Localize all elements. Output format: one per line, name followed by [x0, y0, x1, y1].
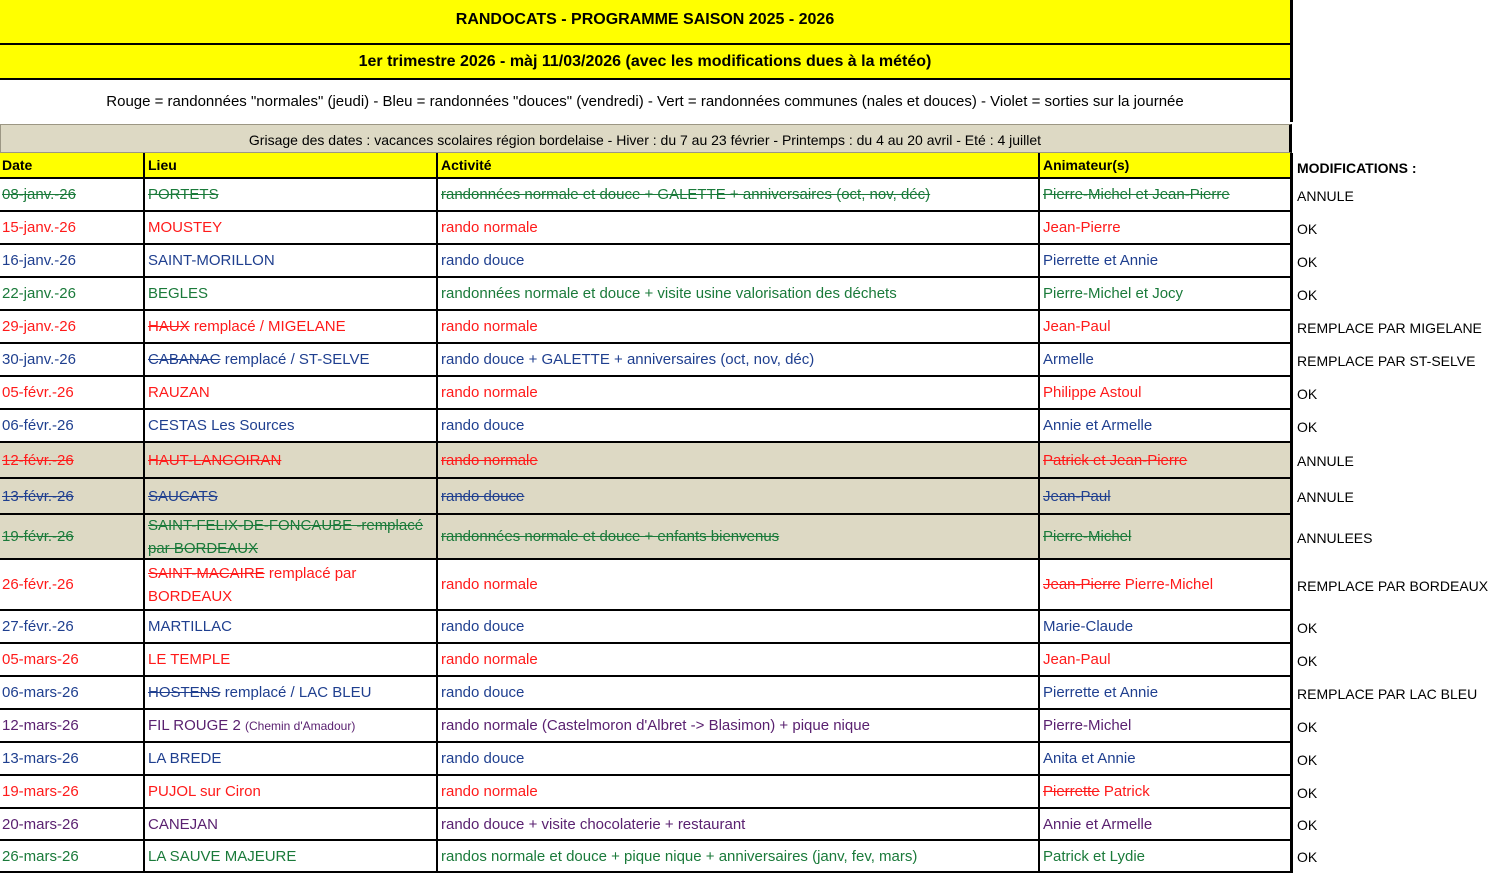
- anim-cancelled: Pierre-Michel: [1043, 528, 1132, 545]
- table-row: [0, 245, 1293, 278]
- row-modification: OK: [1297, 385, 1318, 402]
- row-animateurs: Pierrette et Annie: [1038, 245, 1290, 276]
- header-modifications: MODIFICATIONS :: [1297, 160, 1417, 176]
- row-date: 12-févr.-26: [2, 451, 74, 469]
- table-row: [0, 278, 1293, 311]
- row-date: 26-mars-26: [2, 847, 79, 865]
- row-activite: rando normale: [436, 377, 1038, 408]
- row-activite: rando normale: [436, 311, 1038, 342]
- row-modification: OK: [1297, 817, 1318, 833]
- row-modification: OK: [1297, 718, 1318, 735]
- row-animateurs: Jean-Pierre: [1038, 212, 1290, 243]
- row-activite: [436, 479, 1038, 513]
- row-lieu: PUJOL sur Ciron: [143, 776, 436, 807]
- row-date: 22-janv.-26: [2, 285, 76, 302]
- row-activite: rando douce: [436, 677, 1038, 708]
- row-lieu: BEGLES: [143, 278, 436, 309]
- row-modification: OK: [1297, 784, 1318, 801]
- row-date: 13-mars-26: [2, 750, 79, 767]
- row-lieu: LE TEMPLE: [143, 644, 436, 675]
- row-activite: rando douce + GALETTE + anniversaires (oct, nov, déc): [436, 344, 1038, 375]
- table-row: [0, 776, 1293, 809]
- row-animateurs: Philippe Astoul: [1038, 377, 1290, 408]
- row-animateurs: Pierrette et Annie: [1038, 677, 1290, 708]
- lieu-cancelled: HAUT-LANGOIRAN: [148, 451, 282, 469]
- table-row: [0, 311, 1293, 344]
- table-row: [0, 710, 1293, 743]
- row-date: 12-mars-26: [2, 717, 79, 734]
- lieu-replacement: remplacé / LAC BLEU: [224, 684, 372, 701]
- row-lieu: SAINT-MORILLON: [143, 245, 436, 276]
- row-date: 05-févr.-26: [2, 384, 74, 401]
- row-lieu: [143, 479, 436, 513]
- row-date: 27-févr.-26: [2, 618, 74, 635]
- row-activite: rando douce + visite chocolaterie + restaurant: [436, 809, 1038, 839]
- row-animateurs: [1038, 479, 1290, 513]
- table-row: [0, 644, 1293, 677]
- row-lieu: [143, 179, 436, 210]
- table-row: [0, 479, 1293, 515]
- row-animateurs: Armelle: [1038, 344, 1290, 375]
- table-row: [0, 611, 1293, 644]
- table-row: [0, 841, 1293, 873]
- lieu-detail: (Chemin d'Amadour): [244, 718, 356, 733]
- lieu-replacement: remplacé / ST-SELVE: [224, 351, 370, 368]
- page-title: RANDOCATS - PROGRAMME SAISON 2025 - 2026: [0, 0, 1293, 45]
- row-lieu: MARTILLAC: [143, 611, 436, 642]
- header-activite: Activité: [436, 153, 1038, 177]
- grisage-note: Grisage des dates : vacances scolaires région bordelaise - Hiver : du 7 au 23 février - Printemps : du 4 au 20 avril - Eté : 4 juillet: [0, 124, 1292, 153]
- header-animateurs: Animateur(s): [1038, 153, 1290, 177]
- row-date: 15-janv.-26: [2, 219, 76, 236]
- anim-cancelled: Pierre-Michel et Jean-Pierre: [1043, 186, 1230, 203]
- row-date: 06-févr.-26: [2, 417, 74, 434]
- row-animateurs: Pierre-Michel et Jocy: [1038, 278, 1290, 309]
- row-animateurs: Jean-Paul: [1038, 644, 1290, 675]
- row-modification: OK: [1297, 418, 1318, 435]
- activite-cancelled: randonnées normale et douce + enfants bienvenus: [441, 528, 780, 545]
- row-date: 08-janv.-26: [2, 186, 76, 203]
- row-lieu: LA BREDE: [143, 743, 436, 774]
- lieu-cancelled: SAINT-MACAIRE: [148, 564, 265, 582]
- row-lieu: LA SAUVE MAJEURE: [143, 841, 436, 871]
- table-row: [0, 212, 1293, 245]
- row-date: 05-mars-26: [2, 651, 79, 668]
- row-modification: OK: [1297, 286, 1318, 303]
- table-row: [0, 677, 1293, 710]
- row-lieu: [143, 710, 436, 741]
- row-lieu: [143, 344, 436, 375]
- lieu-cancelled: CABANAC: [148, 351, 221, 368]
- row-activite: rando normale: [436, 644, 1038, 675]
- row-date: 30-janv.-26: [2, 351, 76, 368]
- anim-cancelled: Jean-Pierre: [1043, 576, 1121, 593]
- row-activite: [436, 443, 1038, 477]
- activite-cancelled: rando normale: [441, 451, 538, 469]
- row-modification: ANNULEES: [1297, 529, 1373, 546]
- row-modification: OK: [1297, 849, 1318, 865]
- row-activite: [436, 179, 1038, 210]
- row-lieu: RAUZAN: [143, 377, 436, 408]
- lieu-replacement: remplacé / MIGELANE: [193, 318, 346, 335]
- table-row: [0, 515, 1293, 560]
- row-date: 20-mars-26: [2, 815, 79, 833]
- row-animateurs: Patrick et Lydie: [1038, 841, 1290, 871]
- anim-cancelled: Pierrette: [1043, 783, 1100, 800]
- table-row: [0, 179, 1293, 212]
- color-legend: Rouge = randonnées "normales" (jeudi) - Bleu = randonnées "douces" (vendredi) - Vert = randonnées communes (nales et douces) - Violet = sorties sur la journée: [0, 80, 1293, 122]
- row-date: 13-févr.-26: [2, 487, 74, 505]
- activite-cancelled: randonnées normale et douce + GALETTE + anniversaires (oct, nov, déc): [441, 186, 931, 203]
- row-modification: REMPLACE PAR MIGELANE: [1297, 319, 1482, 336]
- row-date: 29-janv.-26: [2, 318, 76, 335]
- row-modification: REMPLACE PAR BORDEAUX: [1297, 577, 1489, 594]
- lieu-cancelled: PORTETS: [148, 186, 219, 203]
- row-activite: rando douce: [436, 743, 1038, 774]
- table-row: [0, 560, 1293, 611]
- anim-replacement: Pierre-Michel: [1124, 576, 1214, 593]
- row-animateurs: Jean-Paul: [1038, 311, 1290, 342]
- row-animateurs: [1038, 443, 1290, 477]
- table-row: [0, 344, 1293, 377]
- row-modification: OK: [1297, 652, 1318, 669]
- row-animateurs: [1038, 515, 1290, 558]
- anim-cancelled: Jean-Paul: [1043, 487, 1111, 505]
- lieu-name: FIL ROUGE 2: [148, 717, 241, 734]
- row-lieu: [143, 515, 436, 558]
- row-lieu: [143, 443, 436, 477]
- page-subtitle: 1er trimestre 2026 - màj 11/03/2026 (avec les modifications dues à la météo): [0, 45, 1293, 80]
- row-lieu: MOUSTEY: [143, 212, 436, 243]
- row-activite: rando normale (Castelmoron d'Albret -> Blasimon) + pique nique: [436, 710, 1038, 741]
- lieu-cancelled: SAUCATS: [148, 487, 218, 505]
- row-modification: REMPLACE PAR LAC BLEU: [1297, 685, 1478, 702]
- row-modification: OK: [1297, 619, 1318, 636]
- lieu-cancelled: HAUX: [148, 318, 190, 335]
- row-activite: rando douce: [436, 611, 1038, 642]
- row-activite: rando normale: [436, 560, 1038, 609]
- row-activite: rando douce: [436, 410, 1038, 441]
- row-modification: REMPLACE PAR ST-SELVE: [1297, 352, 1476, 369]
- row-activite: [436, 515, 1038, 558]
- row-activite: rando douce: [436, 245, 1038, 276]
- table-row: [0, 809, 1293, 841]
- row-animateurs: [1038, 560, 1290, 609]
- row-date: 16-janv.-26: [2, 252, 76, 269]
- row-lieu: CESTAS Les Sources: [143, 410, 436, 441]
- lieu-replacement: remplacé par BORDEAUX: [148, 564, 357, 605]
- row-activite: rando normale: [436, 776, 1038, 807]
- table-row: [0, 377, 1293, 410]
- anim-replacement: Patrick: [1103, 783, 1150, 800]
- row-lieu: [143, 560, 436, 609]
- row-modification: ANNULE: [1297, 489, 1354, 505]
- row-lieu: [143, 677, 436, 708]
- table-row: [0, 410, 1293, 443]
- row-lieu: CANEJAN: [143, 809, 436, 839]
- anim-cancelled: Patrick et Jean-Pierre: [1043, 451, 1188, 469]
- row-animateurs: [1038, 776, 1290, 807]
- lieu-cancelled: HOSTENS: [148, 684, 221, 701]
- row-modification: ANNULE: [1297, 187, 1354, 204]
- table-row: [0, 743, 1293, 776]
- header-date: Date: [2, 157, 33, 173]
- row-animateurs: Annie et Armelle: [1038, 410, 1290, 441]
- row-activite: randonnées normale et douce + visite usine valorisation des déchets: [436, 278, 1038, 309]
- row-activite: rando normale: [436, 212, 1038, 243]
- row-animateurs: [1038, 179, 1290, 210]
- row-date: 19-févr.-26: [2, 528, 74, 545]
- row-activite: randos normale et douce + pique nique + anniversaires (janv, fev, mars): [436, 841, 1038, 871]
- row-animateurs: Anita et Annie: [1038, 743, 1290, 774]
- row-animateurs: Marie-Claude: [1038, 611, 1290, 642]
- activite-cancelled: rando douce: [441, 487, 525, 505]
- table-row: [0, 443, 1293, 479]
- row-modification: OK: [1297, 751, 1318, 768]
- row-date: 26-févr.-26: [2, 576, 74, 593]
- row-animateurs: Pierre-Michel: [1038, 710, 1290, 741]
- row-modification: OK: [1297, 220, 1318, 237]
- row-date: 19-mars-26: [2, 783, 79, 800]
- lieu-cancelled: SAINT-FELIX-DE-FONCAUBE -remplacé par BORDEAUX: [148, 516, 424, 557]
- row-date: 06-mars-26: [2, 684, 79, 701]
- row-modification: ANNULE: [1297, 453, 1354, 469]
- table-header: [0, 153, 1293, 179]
- row-lieu: [143, 311, 436, 342]
- row-animateurs: Annie et Armelle: [1038, 809, 1290, 839]
- row-modification: OK: [1297, 253, 1318, 270]
- header-lieu: Lieu: [143, 153, 436, 177]
